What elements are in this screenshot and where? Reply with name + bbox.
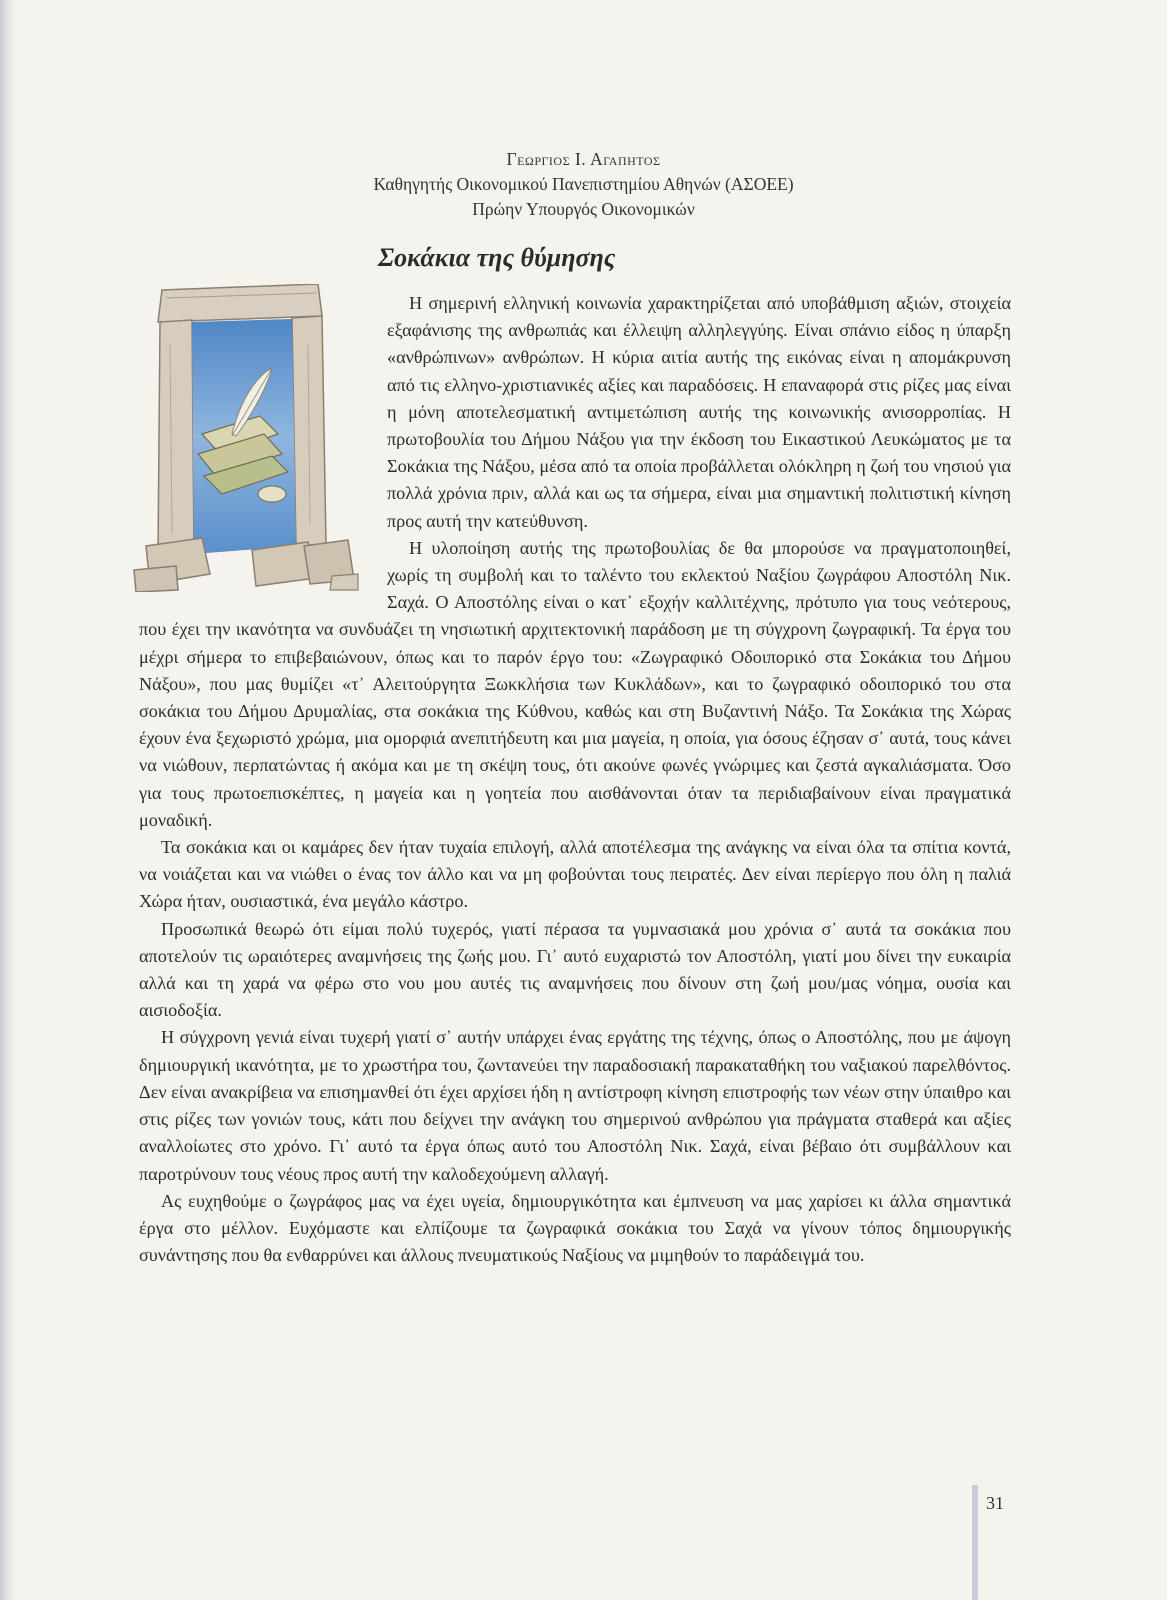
paragraph: Η σημερινή ελληνική κοινωνία χαρακτηρίζεται από υποβάθμιση αξιών, στοιχεία εξαφάνισης της ανθρωπιάς και έλλειψη αλληλεγγύης. Είναι σπάνιο είδος η ύπαρξη «ανθρώπινων» ανθρώπων. Η κύρια αιτία αυτής της εικόνας είναι η απομάκρυνση από τις ελληνο-χριστιανικές αξίες και παραδόσεις. Η επαναφορά στις ρίζες μας είναι η μόνη αποτελεσματική αντιμετώπιση αυτής της κοινωνικής ανισορροπίας. Η πρωτοβουλία του Δήμου Νάξου για την έκδοση του Εικαστικού Λευκώματος με τα Σοκάκια της Νάξου, μέσα από τα οποία προβάλλεται ολόκληρη η ζωή του νησιού για πολλά χρόνια πριν, αλλά και ως τα σήμερα, είναι μια σημαντική πολιτιστική κίνηση προς αυτή την κατεύθυνση. xyxy=(387,293,1011,531)
article-title: Σοκάκια της θύμησης xyxy=(378,243,616,272)
paragraph: Ας ευχηθούμε ο ζωγράφος μας να έχει υγεία, δημιουργικότητα και έμπνευση να μας χαρίσει κι άλλα σημαντικά έργα στο μέλλον. Ευχόμαστε και ελπίζουμε τα ζωγραφικά σοκάκια του Σαχά να γίνουν τόπος δημιουργικής συνάντησης που θα ενθαρρύνει και άλλους πνευματικούς Ναξίους να μιμηθούν το παράδειγμά του. xyxy=(139,1190,1011,1266)
article-body xyxy=(139,290,1011,1269)
author-block xyxy=(0,147,1167,222)
author-name: Γεωργιος Ι. Αγαπητος xyxy=(506,149,661,169)
illustration-float-space xyxy=(139,290,387,590)
page-number: 31 xyxy=(986,1493,1004,1513)
paragraph: Η υλοποίηση αυτής της πρωτοβουλίας δε θα μπορούσε να πραγματοποιηθεί, χωρίς τη συμβολή και το ταλέντο του εκλεκτού Ναξίου ζωγράφου Αποστόλη Νικ. Σαχά. Ο Αποστόλης είναι ο κατ᾽ εξοχήν καλλιτέχνης, πρότυπο για τους νεότερους, που έχει την ικανότητα να συνδυάζει τη νησιωτική αρχιτεκτονική παράδοση με τη σύγχρονη ζωγραφική. Τα έργα του μέχρι σήμερα το επιβεβαιώνουν, όπως και το παρόν έργο του: «Ζωγραφικό Οδοιπορικό στα Σοκάκια του Δήμου Νάξου», που μας θυμίζει «τ᾽ Αλειτούργητα Ξωκκλήσια των Κυκλάδων», και το ζωγραφικό οδοιπορικό του στα σοκάκια του Δήμου Δρυμαλίας, στα σοκάκια της Κύθνου, καθώς και στη Βυζαντινή Νάξο. Τα Σοκάκια της Χώρας έχουν ένα ξεχωριστό χρώμα, μια ομορφιά ανεπιτήδευτη και μια μαγεία, η οποία, για όσους έζησαν σ᾽ αυτά, τους κάνει να νιώθουν, περπατώντας ή ακόμα και με τη σκέψη τους, ότι ακούνε φωνές γνώριμες και ζεστά αγκαλιάσματα. Όσο για τους πρωτοεπισκέπτες, η μαγεία και η γοητεία που αισθάνονται όταν τα περιδιαβαίνουν είναι πραγματικά μοναδική. xyxy=(139,537,1011,830)
paragraph: Προσωπικά θεωρώ ότι είμαι πολύ τυχερός, γιατί πέρασα τα γυμνασιακά μου χρόνια σ᾽ αυτά τα σοκάκια που αποτελούν τις ωραιότερες αναμνήσεις της ζωής μου. Γι᾽ αυτό ευχαριστώ τον Αποστόλη, γιατί μου δίνει την ευκαιρία αλλά και τη χαρά να φέρω στο νου μου αυτές τις αναμνήσεις που δίνουν στη ζωή μου/μας νόημα, ουσία και αισιοδοξία. xyxy=(139,918,1011,1021)
page-number-bar xyxy=(972,1485,978,1600)
author-affiliation: Καθηγητής Οικονομικού Πανεπιστημίου Αθηνών (ΑΣΟΕΕ) xyxy=(373,174,794,194)
book-spine-shadow xyxy=(0,0,14,1600)
author-former-post: Πρώην Υπουργός Οικονομικών xyxy=(472,199,695,219)
paragraph: Τα σοκάκια και οι καμάρες δεν ήταν τυχαία επιλογή, αλλά αποτέλεσμα της ανάγκης να είναι όλα τα σπίτια κοντά, να νοιάζεται και να νιώθει ο ένας τον άλλο και να μη φοβούνται τους πειρατές. Δεν είναι περίεργο που όλη η παλιά Χώρα ήταν, ουσιαστικά, ένα μεγάλο κάστρο. xyxy=(139,837,1011,912)
paragraph: Η σύγχρονη γενιά είναι τυχερή γιατί σ᾽ αυτήν υπάρχει ένας εργάτης της τέχνης, όπως ο Αποστόλης, που με άψογη δημιουργική ικανότητα, με το χρωστήρα του, ζωντανεύει την παραδοσιακή παρακαταθήκη του ναξιακού παρελθόντος. Δεν είναι ανακρίβεια να επισημανθεί ότι έχει αρχίσει ήδη η αντίστροφη κίνηση επιστροφής των νέων στην ύπαιθρο και στις ρίζες των γονιών τους, κάτι που δείχνει την ανάγκη του σημερινού ανθρώπου για πράγματα σταθερά και αξίες αναλλοίωτες στο χρόνο. Γι᾽ αυτό τα έργα όπως αυτό του Αποστόλη Νικ. Σαχά, είναι βέβαιο ότι συμβάλλουν και παροτρύνουν τους νέους προς αυτή την καλοδεχούμενη αλλαγή. xyxy=(139,1027,1011,1184)
